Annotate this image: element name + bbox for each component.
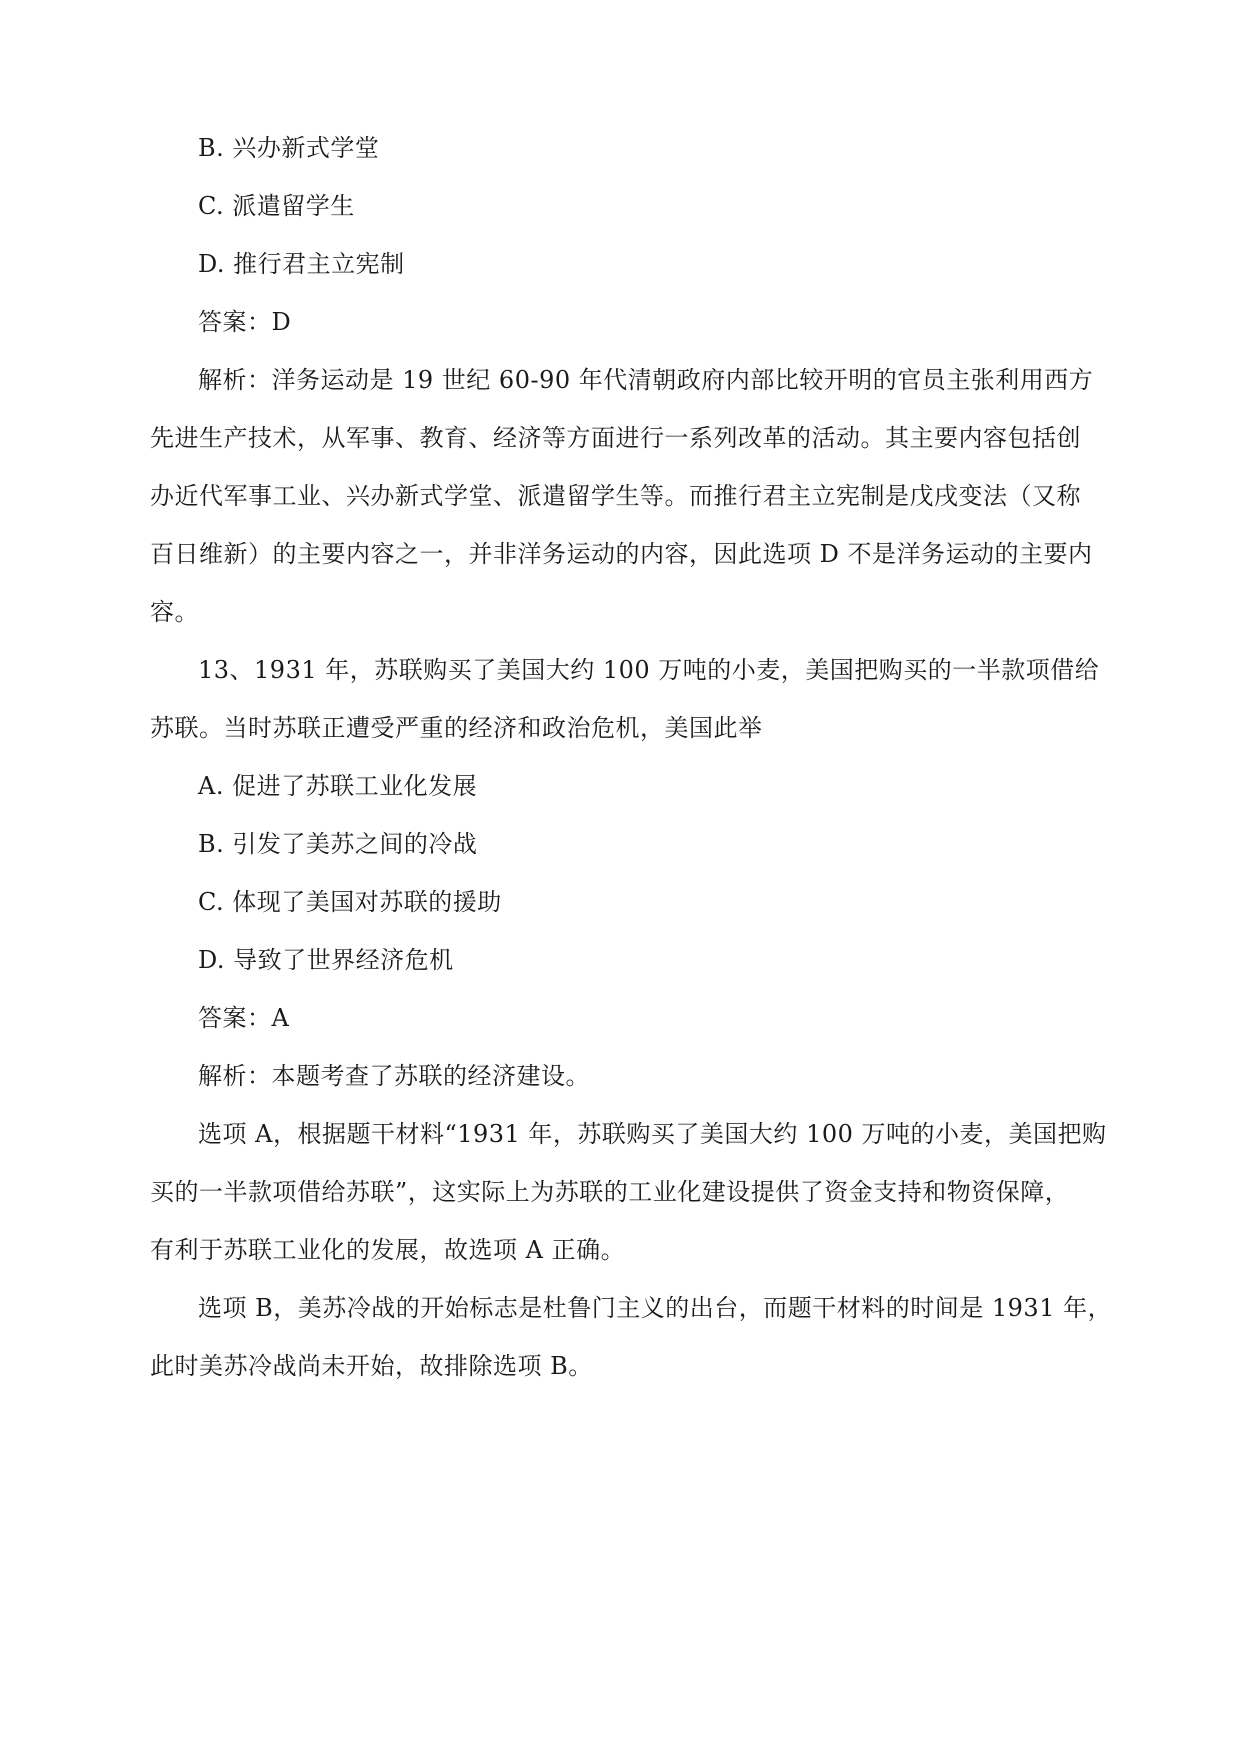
q13-answer: 答案：A [198,1004,290,1032]
q12-option-d: D. 推行君主立宪制 [198,250,405,278]
q12-analysis-line: 先进生产技术，从军事、教育、经济等方面进行一系列改革的活动。其主要内容包括创 [150,424,1081,452]
q12-analysis-line: 百日维新）的主要内容之一，并非洋务运动的内容，因此选项 D 不是洋务运动的主要内 [150,540,1093,568]
q13-analysis-b-line: 选项 B，美苏冷战的开始标志是杜鲁门主义的出台，而题干材料的时间是 1931 年， [198,1294,1113,1322]
q13-analysis-a-line: 选项 A，根据题干材料“1931 年，苏联购买了美国大约 100 万吨的小麦，美国把购 [198,1120,1107,1148]
q13-option-a: A. 促进了苏联工业化发展 [198,772,478,800]
q13-stem-line: 13、1931 年，苏联购买了美国大约 100 万吨的小麦，美国把购买的一半款项借给 [198,656,1100,684]
q13-analysis: 解析：本题考查了苏联的经济建设。 [198,1062,590,1090]
q13-option-c: C. 体现了美国对苏联的援助 [198,888,502,916]
q12-analysis-line: 容。 [150,598,199,626]
q13-analysis-a-line: 买的一半款项借给苏联”，这实际上为苏联的工业化建设提供了资金支持和物资保障， [150,1178,1070,1206]
q13-stem-line: 苏联。当时苏联正遭受严重的经济和政治危机，美国此举 [150,714,763,742]
q12-option-b: B. 兴办新式学堂 [198,134,380,162]
q12-analysis-line: 解析：洋务运动是 19 世纪 60-90 年代清朝政府内部比较开明的官员主张利用西方 [198,366,1094,394]
q13-option-d: D. 导致了世界经济危机 [198,946,454,974]
q12-option-c: C. 派遣留学生 [198,192,355,220]
q13-analysis-a-line: 有利于苏联工业化的发展，故选项 A 正确。 [150,1236,626,1264]
q13-analysis-b-line: 此时美苏冷战尚未开始，故排除选项 B。 [150,1352,593,1380]
q12-answer: 答案：D [198,308,292,336]
q13-option-b: B. 引发了美苏之间的冷战 [198,830,478,858]
q12-analysis-line: 办近代军事工业、兴办新式学堂、派遣留学生等。而推行君主立宪制是戊戌变法（又称 [150,482,1081,510]
